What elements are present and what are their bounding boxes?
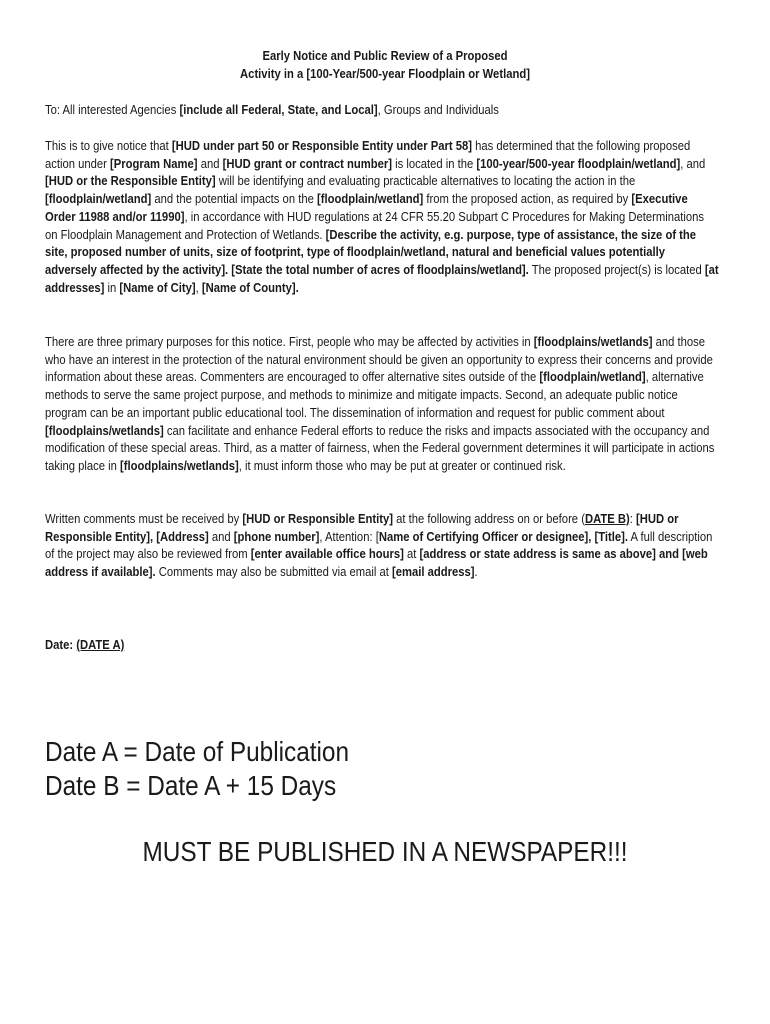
body-text: and the potential impacts on the [151,191,317,207]
placeholder-text: [floodplain/wetland] [539,369,646,385]
placeholder-text: [floodplains/wetlands] [45,422,164,438]
title-line-1: Early Notice and Public Review of a Proposed [262,49,508,63]
body-text: , in accordance with HUD regulations at 24 CFR 55.20 Subpart C Procedures for Making Determinations on Floodplain Management and Protection of Wetlands. [45,208,705,242]
notice-paragraph [45,137,719,296]
placeholder-text: [address or state address is same as above] and [web address if available]. [45,546,708,580]
paragraph-comments [45,510,719,581]
date-b-definition: Date B = Date A + 15 Days [45,770,337,801]
body-text: There are three primary purposes for this notice. First, people who may be affected by activities in [45,334,534,349]
placeholder-text: [HUD or Responsible Entity], [Address] [45,511,679,544]
comments-paragraph [45,510,719,581]
newspaper-requirement: MUST BE PUBLISHED IN A NEWSPAPER!!! [142,836,628,867]
date-line [45,636,719,654]
body-text: , alternative methods to serve the same project purpose, and methods to minimize and mitigate impacts. Second, an adequate public notice program can be an important public educational tool. The dissemination of information and request for public comment about [45,369,704,420]
body-text: The proposed project(s) is located [528,261,705,277]
body-text: from the proposed action, as required by [423,191,632,207]
paragraph-notice [45,137,719,296]
placeholder-text: [at addresses] [45,261,719,295]
placeholder-text: [Program Name] [110,155,198,171]
placeholder-text: [Name of County]. [201,279,299,295]
placeholder-text: [Executive Order 11988 and/or 11990] [45,191,688,224]
placeholder-text: [floodplains/wetlands] [533,334,653,349]
placeholder-text: [floodplain/wetland] [316,191,424,207]
body-text: at [403,546,420,562]
body-text: A full description of the project may also be reviewed from [45,528,713,562]
placeholder-text: Name of Certifying Officer or designee], [Title]. [378,528,629,544]
addressee-line [45,101,719,119]
placeholder-text: [Name of City] [119,279,196,295]
placeholder-text: [100-year/500-year floodplain/wetland] [476,155,681,171]
body-text: , and [680,155,706,171]
body-text: is located in the [391,155,477,171]
body-text: will be identifying and evaluating practicable alternatives to locating the action in the [215,173,636,189]
placeholder-text: [email address] [392,564,475,580]
body-text: and [208,528,234,544]
body-text: , [195,279,202,295]
title-line-2: Activity in a [100-Year/500-year Floodplain or Wetland] [240,67,530,81]
placeholder-text: [HUD or Responsible Entity] [242,511,393,526]
placeholder-text: [phone number] [233,528,320,544]
body-text: , Attention: [ [319,528,379,544]
addressee-suffix: , Groups and Individuals [377,102,499,117]
body-text: at the following address on or before ( [392,511,585,526]
date-value: (DATE A) [76,637,125,652]
body-text: can facilitate and enhance Federal efforts to reduce the risks and impacts associated with the occupancy and modification of these special areas. Third, as a matter of fairness, when the Federal government determines it will participate in actions taking place in [45,422,715,473]
body-text: Comments may also be submitted via email at [155,564,393,580]
body-text: . [474,564,478,580]
date-label: Date: [45,637,77,652]
paragraph-purposes [45,333,719,475]
body-text: in [104,279,120,295]
body-text: This is to give notice that [45,138,172,153]
body-text: : [629,511,636,526]
placeholder-text: [enter available office hours] [250,546,404,562]
body-text: and [197,155,223,171]
body-text: has determined that the following proposed action under [45,138,691,171]
placeholder-text: [Describe the activity, e.g. purpose, type of assistance, the size of the site, proposed number of units, size of footprint, type of floodplain/wetland, natural and beneficial values potentially adversely affected by the activity]. [State the total number of acres of floodplains/wetland]. [45,226,697,277]
placeholder-text: [HUD under part 50 or Responsible Entity under Part 58] [171,138,472,153]
date-a-definition: Date A = Date of Publication [45,736,350,767]
document-title [39,47,732,83]
date-definitions [45,735,349,803]
placeholder-text: DATE B) [584,511,630,526]
placeholder-text: [HUD or the Responsible Entity] [45,173,216,189]
placeholder-text: [floodplain/wetland] [45,191,152,207]
body-text: and those who have an interest in the protection of the natural environment should be given an opportunity to express their concerns and provide information about these areas. Commenters are encouraged to offer alternative sites outside of the [45,334,713,385]
body-text: Written comments must be received by [45,511,243,526]
body-text: , it must inform those who may be put at greater or continued risk. [238,457,566,473]
addressee-prefix: To: All interested Agencies [45,102,180,117]
addressee-agencies: [include all Federal, State, and Local] [179,102,378,117]
purposes-paragraph [45,333,719,475]
placeholder-text: [HUD grant or contract number] [222,155,392,171]
placeholder-text: [floodplains/wetlands] [120,457,239,473]
